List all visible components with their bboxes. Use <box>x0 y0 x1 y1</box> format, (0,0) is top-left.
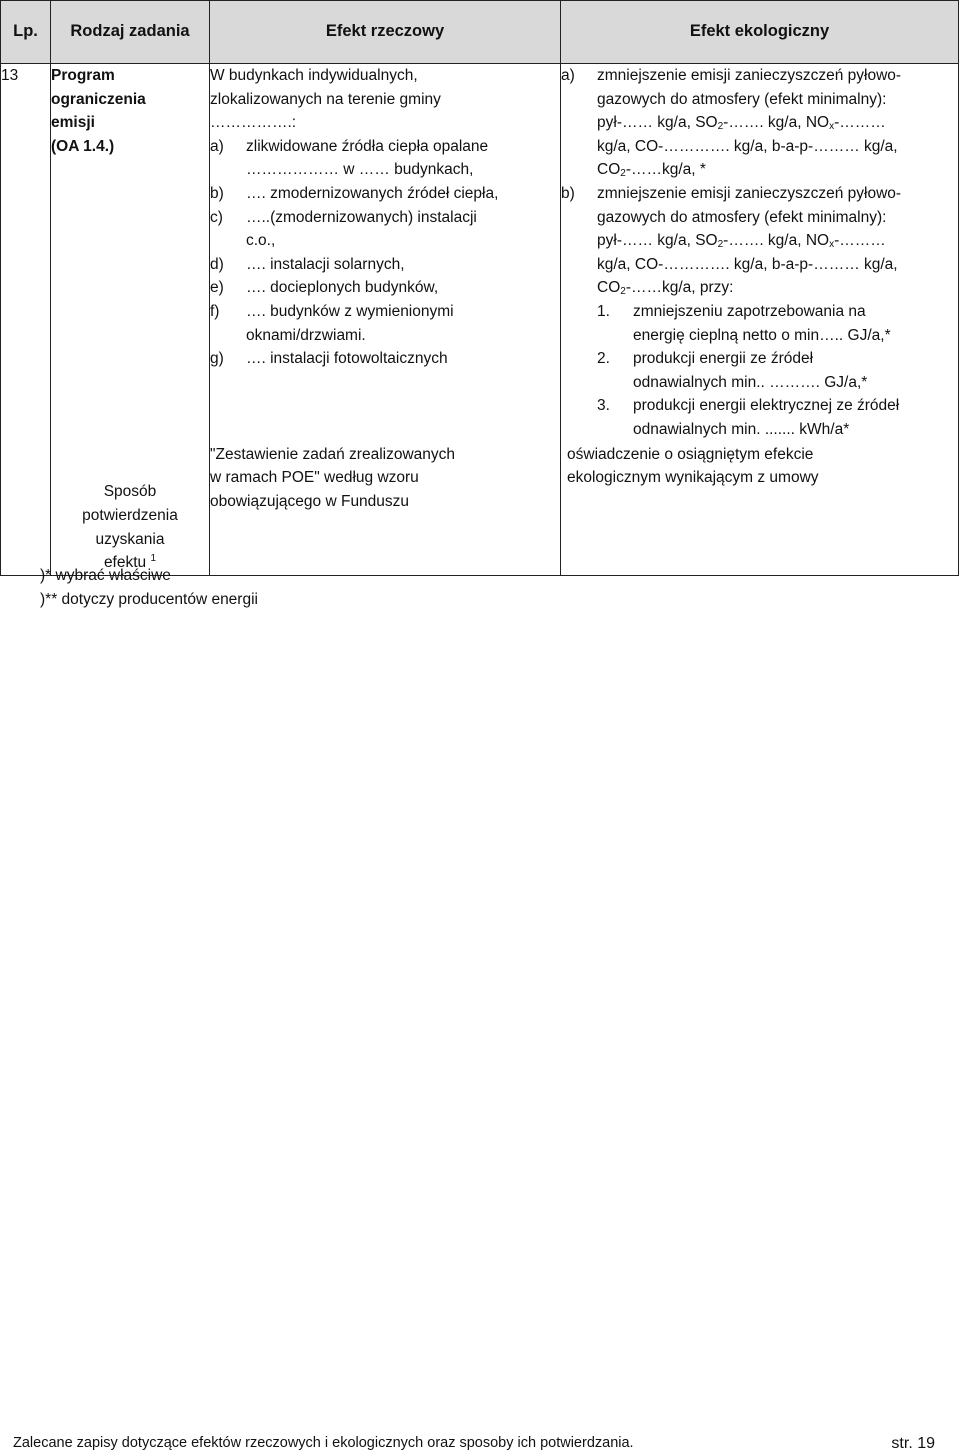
list-item: 2. produkcji energii ze źródeł odnawialnych min.. ………. GJ/a,* <box>597 350 868 391</box>
table-row <box>1 64 959 576</box>
list-item: f) …. budynków z wymienionymi oknami/drzwiami. <box>210 302 454 344</box>
ecological-effect-list <box>561 64 958 442</box>
page-number: str. 19 <box>891 1435 935 1452</box>
list-item: e) …. docieplonych budynków, <box>210 279 439 297</box>
page-footer <box>13 1432 935 1456</box>
ecological-sub-list <box>597 300 958 442</box>
footnotes <box>40 564 258 611</box>
list-item: c) …..(zmodernizowanych) instalacji c.o., <box>210 208 477 250</box>
table-header-row <box>1 1 959 64</box>
material-effect-list <box>210 135 560 371</box>
header-efekt-rzeczowy: Efekt rzeczowy <box>210 1 561 64</box>
task-type-name: Program ograniczenia emisji (OA 1.4.) <box>51 67 146 155</box>
footnote: )* wybrać właściwe <box>40 567 171 584</box>
list-item: 3. produkcji energii elektrycznej ze źródeł odnawialnych min. ....... kWh/a* <box>597 397 900 438</box>
task-type-cell <box>51 64 210 576</box>
footnote-marker: 1 <box>150 553 157 565</box>
material-effect-intro: W budynkach indywidualnych, zlokalizowanych na terenie gminy …………….: <box>210 67 441 132</box>
row-number: 13 <box>1 64 51 576</box>
material-effect-proof: "Zestawienie zadań zrealizowanych w ramach POE" według wzoru obowiązującego w Funduszu <box>210 445 456 510</box>
list-item: a) zlikwidowane źródła ciepła opalane ……………… w …… budynkach, <box>210 137 489 179</box>
ecological-effect-cell <box>561 64 959 576</box>
header-lp: Lp. <box>1 1 51 64</box>
effects-table <box>0 0 959 576</box>
proof-method-label: Sposób potwierdzenia uzyskania efektu $^1$ <box>82 483 178 572</box>
list-item: a) zmniejszenie emisji zanieczyszczeń pyłowo- gazowych do atmosfery (efekt minimalny): pył-…… kg/a, $SO_2-\dots\dots$. kg/a, $NO_x-\dots\dots\dots$ kg/a, CO-…………. kg/a, b-a-p-……… kg/a, $CO_2-\dots\dots kg/a$, * <box>561 67 902 180</box>
material-effect-cell <box>210 64 561 576</box>
ecological-effect-proof: oświadczenie o osiągniętym efekcie ekologicznym wynikającym z umowy <box>567 445 819 487</box>
list-item: 1. zmniejszeniu zapotrzebowania na energię cieplną netto o min….. GJ/a,* <box>597 302 891 344</box>
footnote: )** dotyczy producentów energii <box>40 590 258 608</box>
list-item: b) …. zmodernizowanych źródeł ciepła, <box>210 184 499 202</box>
header-efekt-ekologiczny: Efekt ekologiczny <box>561 1 959 64</box>
list-item: g) …. instalacji fotowoltaicznych <box>210 350 448 368</box>
footer-text: Zalecane zapisy dotyczące efektów rzeczowych i ekologicznych oraz sposoby ich potwierdzania. <box>13 1435 634 1451</box>
list-item: d) …. instalacji solarnych, <box>210 255 405 273</box>
list-item: b) zmniejszenie emisji zanieczyszczeń pyłowo- gazowych do atmosfery (efekt minimalny): pył-…… kg/a, $SO_2-\dots\dots$. kg/a, $NO_x-\dots\dots\dots$ kg/a, CO-…………. kg/a, b-a-p-……… kg/a, $CO_2-\dots\dots kg/a$, przy: 1. zmniejszeniu zapotrzebowania na energię cieplną netto o min….. GJ/a,* 2. produkcji energii ze źródeł odnawialnych min.. ………. GJ/a,* 3. produkcji energii elektrycznej ze źródeł odnawialnych min. ....... kWh/a* <box>561 182 958 442</box>
header-rodzaj-zadania: Rodzaj zadania <box>51 1 210 64</box>
